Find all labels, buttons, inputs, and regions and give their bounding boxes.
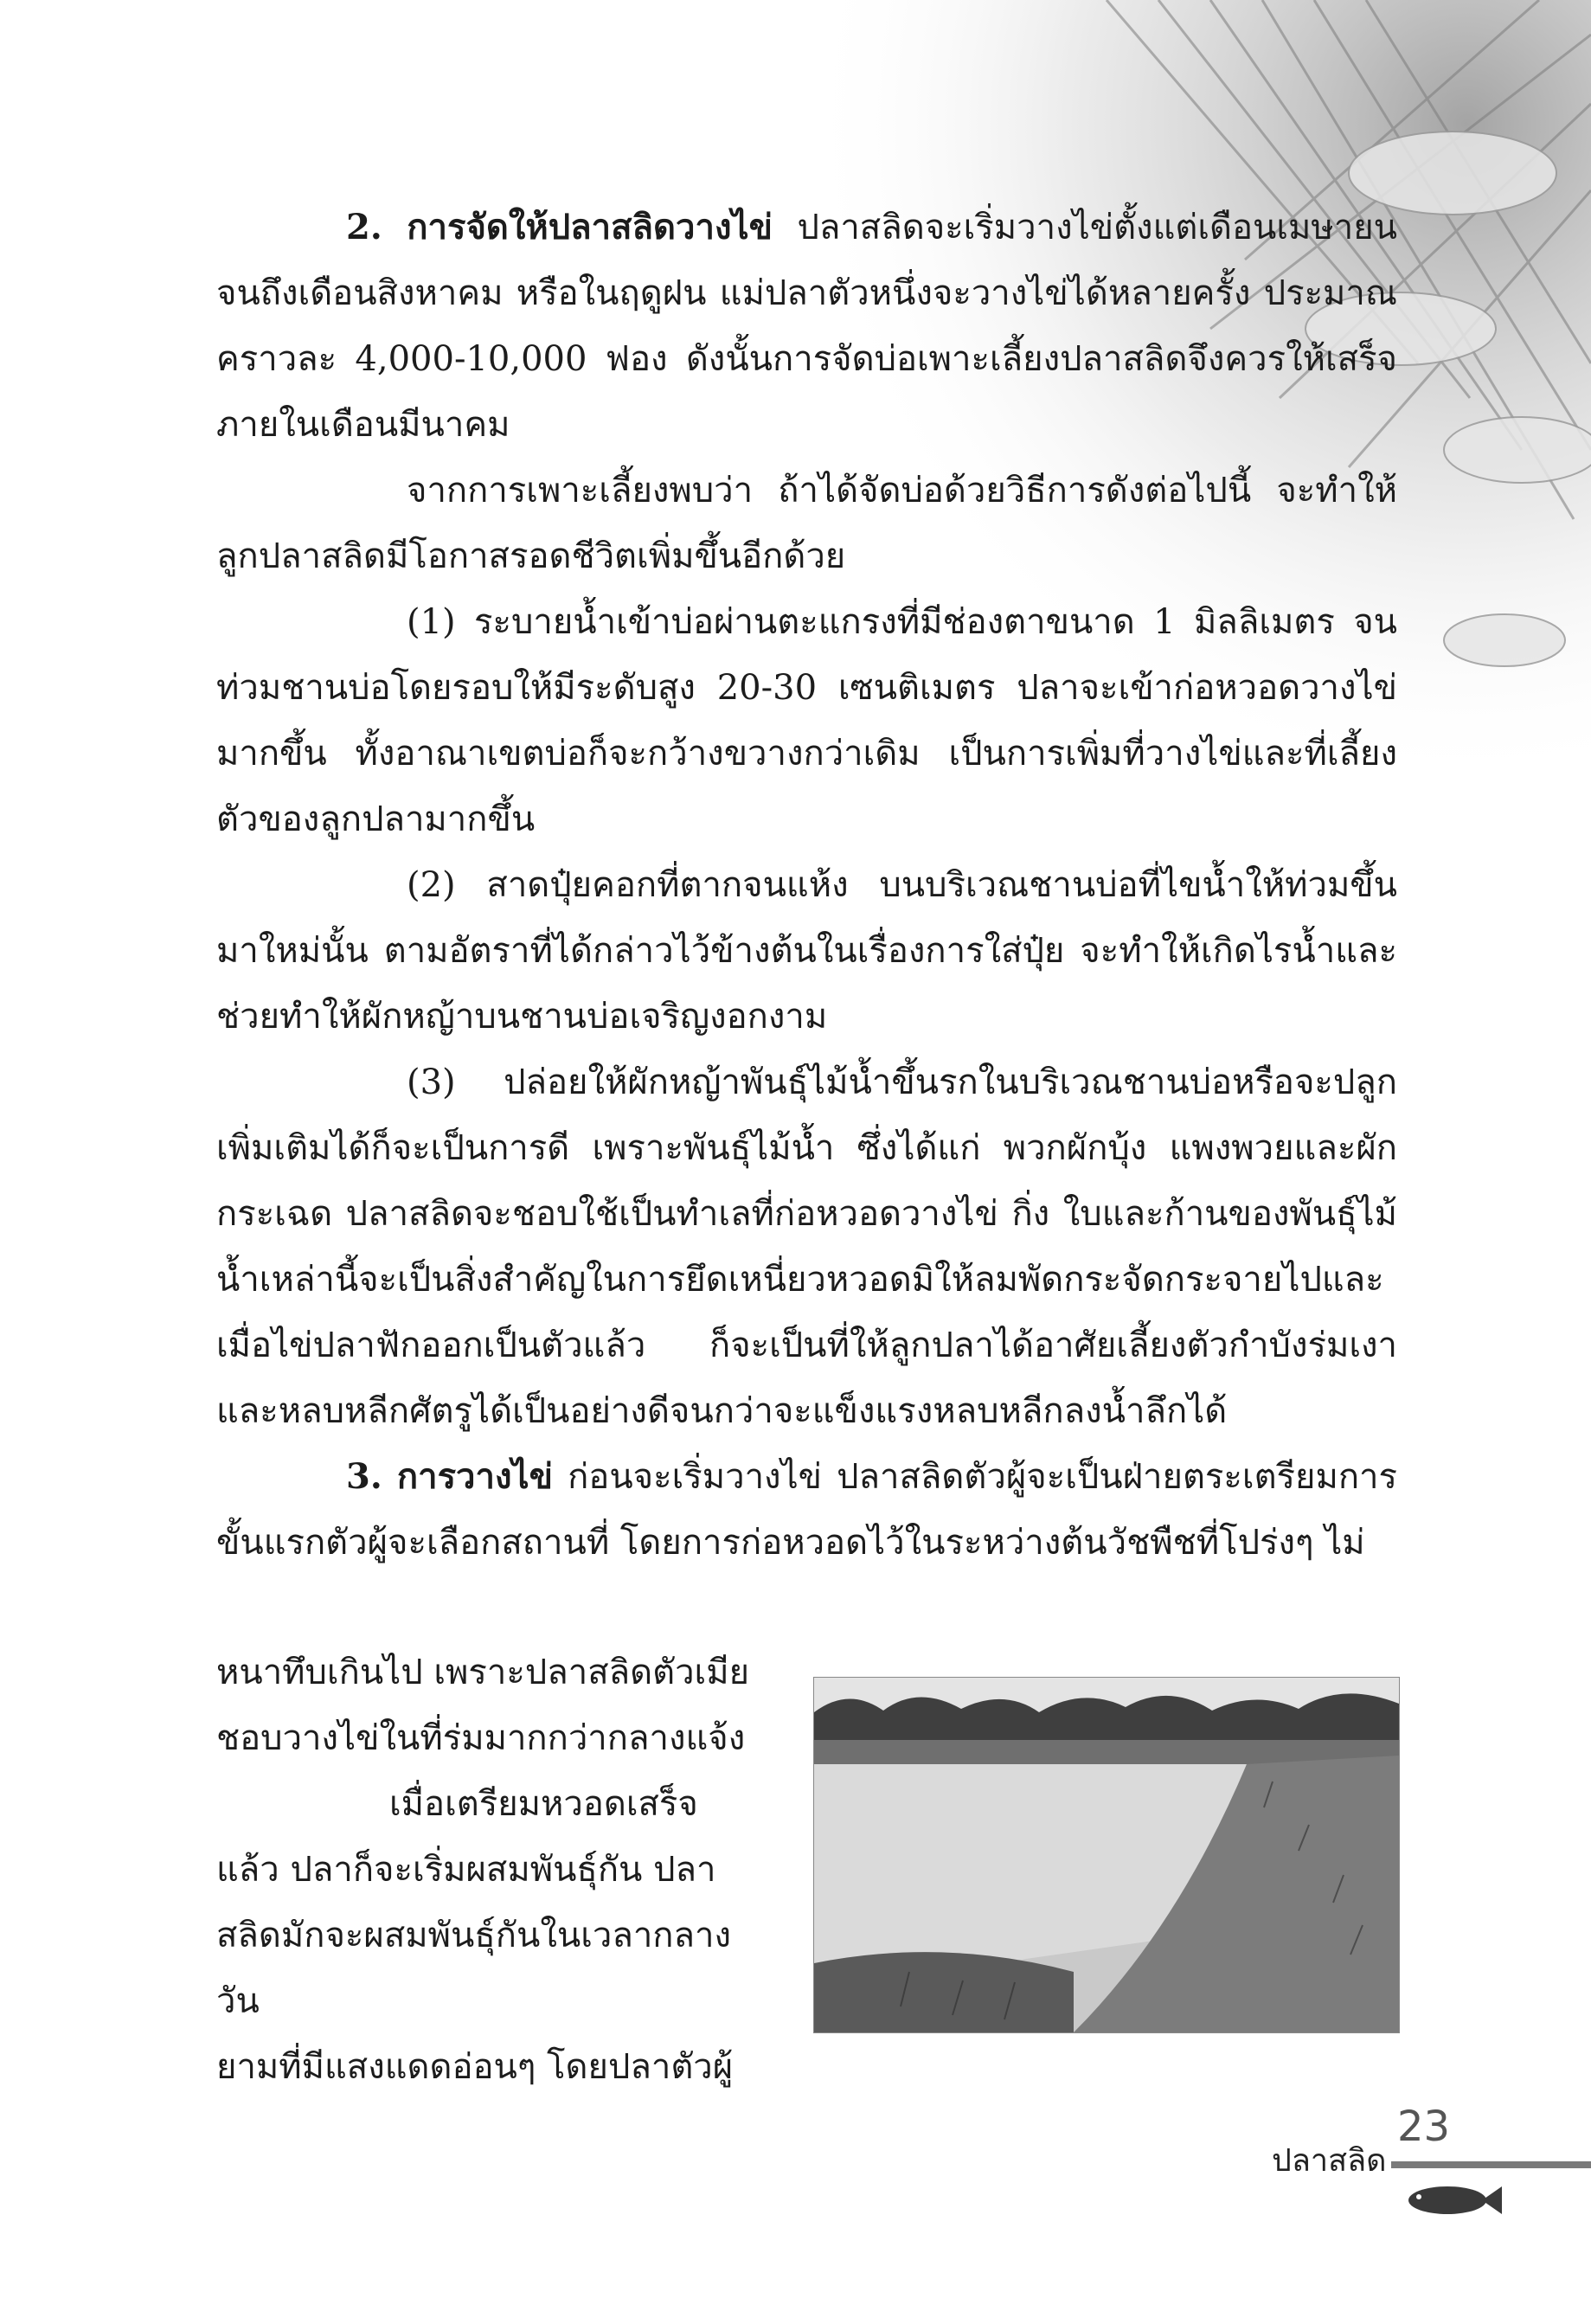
list-item-2: (2) สาดปุ๋ยคอกที่ตากจนแห้ง บนบริเวณชานบ่อที่ไขน้ำให้ท่วมขึ้นมาใหม่นั้น ตามอัตราที่ได้กล่าวไว้ข้างต้นในเรื่องการใส่ปุ๋ย จะทำให้เกิดไรน้ำและช่วยทำให้ผักหญ้าบนชานบ่อเจริญงอกงาม xyxy=(216,865,1397,1037)
section-2-heading: การจัดให้ปลาสลิดวางไข่ xyxy=(407,207,773,247)
section-3-heading: การวางไข่ xyxy=(396,1456,553,1497)
wrap-line: เมื่อเตรียมหวอดเสร็จ xyxy=(389,1784,698,1824)
wrap-line: สลิดมักจะผสมพันธุ์กันในเวลากลางวัน xyxy=(216,1916,732,2021)
fish-icon xyxy=(1400,2176,1504,2224)
section-3-number: 3. xyxy=(346,1456,382,1497)
pond-photo xyxy=(813,1677,1400,2033)
wrap-line: ยามที่มีแสงแดดอ่อนๆ โดยปลาตัวผู้ xyxy=(216,2047,734,2087)
wrap-line: ชอบวางไข่ในที่ร่มมากกว่ากลางแจ้ง xyxy=(216,1718,746,1758)
wrap-line: แล้ว ปลาก็จะเริ่มผสมพันธุ์กัน ปลา xyxy=(216,1850,716,1890)
section-3-paragraph xyxy=(216,1444,1397,1576)
body-text-block xyxy=(216,195,1397,1576)
section-2-body: ปลาสลิดจะเริ่มวางไข่ตั้งแต่เดือนเมษายน จนถึงเดือนสิงหาคม หรือในฤดูฝน แม่ปลาตัวหนึ่งจะวางไข่ได้หลายครั้ง ประมาณคราวละ 4,000-10,000 ฟอง ดังนั้นการจัดบ่อเพาะเลี้ยงปลาสลิดจึงควรให้เสร็จภายในเดือนมีนาคม xyxy=(216,208,1397,445)
section-3-body: ก่อนจะเริ่มวางไข่ ปลาสลิดตัวผู้จะเป็นฝ่ายตระเตรียมการขั้นแรกตัวผู้จะเลือกสถานที่ โดยการก่อหวอดไว้ในระหว่างต้นวัชพืชที่โปร่งๆ ไม่ xyxy=(216,1457,1397,1563)
section-2-number: 2. xyxy=(346,207,382,247)
list-item-1: (1) ระบายน้ำเข้าบ่อผ่านตะแกรงที่มีช่องตาขนาด 1 มิลลิเมตร จนท่วมชานบ่อโดยรอบให้มีระดับสูง 20-30 เซนติเมตร ปลาจะเข้าก่อหวอดวางไข่มากขึ้น ทั้งอาณาเขตบ่อก็จะกว้างขวางกว่าเดิม เป็นการเพิ่มที่วางไข่และที่เลี้ยงตัวของลูกปลามากขึ้น xyxy=(216,602,1397,839)
list-item-3: (3) ปล่อยให้ผักหญ้าพันธุ์ไม้น้ำขึ้นรกในบริเวณชานบ่อหรือจะปลูกเพิ่มเติมได้ก็จะเป็นการดี เพราะพันธุ์ไม้น้ำ ซึ่งได้แก่ พวกผักบุ้ง แพงพวยและผักกระเฉด ปลาสลิดจะชอบใช้เป็นทำเลที่ก่อหวอดวางไข่ กิ่ง ใบและก้านของพันธุ์ไม้น้ำเหล่านี้จะเป็นสิ่งสำคัญในการยึดเหนี่ยวหวอดมิให้ลมพัดกระจัดกระจายไปและเมื่อไข่ปลาฟักออกเป็นตัวแล้ว ก็จะเป็นที่ให้ลูกปลาได้อาศัยเลี้ยงตัวกำบังร่มเงาและหลบหลีกศัตรูได้เป็นอย่างดีจนกว่าจะแข็งแรงหลบหลีกลงน้ำลึกได้ xyxy=(216,1062,1397,1431)
wrap-line: หนาทึบเกินไป เพราะปลาสลิดตัวเมีย xyxy=(216,1653,750,1692)
page-number: 23 xyxy=(1397,2103,1451,2151)
wrapped-text-block xyxy=(216,1640,770,2100)
footer-rule xyxy=(1391,2161,1591,2168)
section-2-paragraph xyxy=(216,195,1397,458)
intro-paragraph: จากการเพาะเลี้ยงพบว่า ถ้าได้จัดบ่อด้วยวิธีการดังต่อไปนี้ จะทำให้ลูกปลาสลิดมีโอกาสรอดชีวิตเพิ่มขึ้นอีกด้วย xyxy=(216,471,1397,576)
footer-title: ปลาสลิด xyxy=(1272,2143,1387,2179)
